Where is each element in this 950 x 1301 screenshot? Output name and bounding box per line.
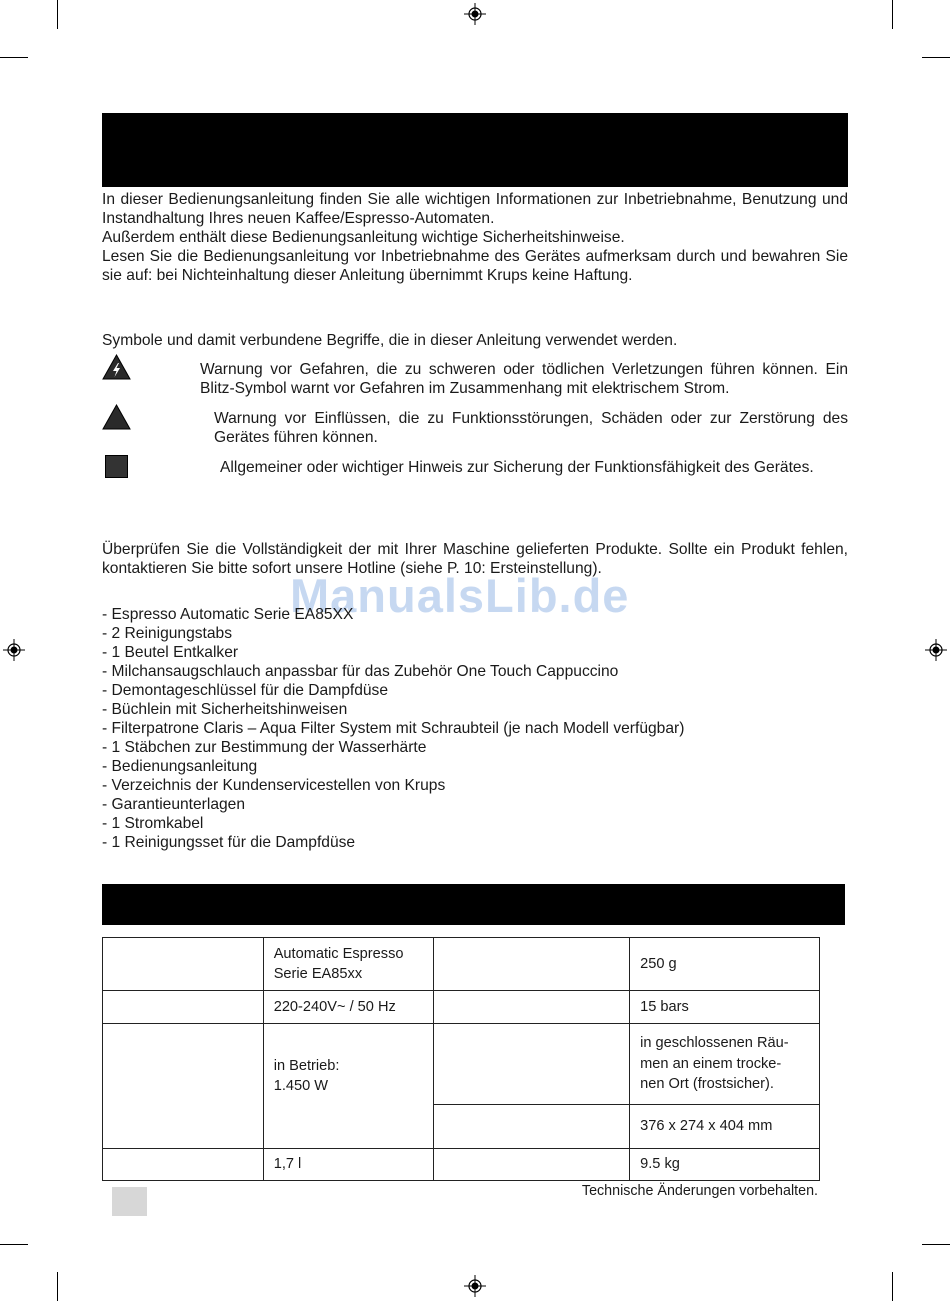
list-item: - Espresso Automatic Serie EA85XX [102, 606, 354, 623]
table-cell [630, 1024, 820, 1105]
registration-mark-icon [3, 639, 25, 661]
spec-storage-line: men an einem trocke- [640, 1055, 782, 1072]
list-item: - Garantieunterlagen [102, 796, 246, 813]
spec-voltage: 220-240V~ / 50 Hz [263, 991, 433, 1024]
lightning-warning-icon [102, 354, 131, 380]
spec-storage-line: in geschlossenen Räu- [640, 1035, 789, 1052]
crop-mark [892, 0, 893, 29]
table-cell [433, 938, 630, 991]
intro-line: In dieser Bedienungsanleitung finden Sie alle wichtigen Informationen zur Inbetriebnahme, Benutzung und Instandhaltung Ihres neuen Kaffee/Espresso-Automaten. [102, 191, 848, 227]
table-row [103, 1149, 820, 1181]
intro-line: Lesen Sie die Bedienungsanleitung vor Inbetriebnahme des Gerätes aufmerksam durch und bewahren Sie sie auf: bei Nichteinhaltung dieser Anleitung übernimmt Krups keine Haftung. [102, 248, 848, 284]
symbol-description: Warnung vor Gefahren, die zu schweren oder tödlichen Verletzungen führen können. Ein Blitz-Symbol warnt vor Gefahren im Zusammenhang mit elektrischem Strom. [200, 361, 848, 397]
spec-power-line: 1.450 W [273, 1078, 329, 1094]
table-row [103, 938, 820, 991]
crop-mark [922, 1244, 950, 1245]
intro-paragraph [102, 190, 848, 285]
symbol-description: Allgemeiner oder wichtiger Hinweis zur Sicherung der Funktionsfähigkeit des Gerätes. [220, 459, 814, 476]
list-item: - Verzeichnis der Kundenservicestellen von Krups [102, 777, 446, 794]
list-item: - Milchansaugschlauch anpassbar für das Zubehör One Touch Cappuccino [102, 663, 619, 680]
list-item: - 1 Beutel Entkalker [102, 644, 239, 661]
list-item: - 1 Stäbchen zur Bestimmung der Wasserhärte [102, 739, 427, 756]
list-item: - Bedienungsanleitung [102, 758, 258, 775]
spec-model-line: Serie EA85xx [273, 966, 363, 982]
list-item: - 1 Stromkabel [102, 815, 204, 832]
footnote: Technische Änderungen vorbehalten. [581, 1183, 818, 1199]
list-item: - Filterpatrone Claris – Aqua Filter System mit Schraubteil (je nach Modell verfügbar) [102, 720, 685, 737]
registration-mark-icon [925, 639, 947, 661]
list-item: - 2 Reinigungstabs [102, 625, 233, 642]
table-cell [103, 1024, 264, 1149]
symbol-description: Warnung vor Einflüssen, die zu Funktionsstörungen, Schäden oder zur Zerstörung des Gerätes führen können. [214, 410, 848, 446]
header-band [102, 113, 848, 187]
table-row [103, 1024, 820, 1105]
list-item: - Demontageschlüssel für die Dampfdüse [102, 682, 389, 699]
spec-weight: 9.5 kg [630, 1149, 820, 1181]
table-cell [103, 1149, 264, 1181]
spec-model-line: Automatic Espresso [273, 945, 404, 962]
spec-beans: 250 g [630, 938, 820, 991]
table-cell [103, 938, 264, 991]
crop-mark [922, 57, 950, 58]
specs-header-band [102, 884, 845, 925]
spec-pressure: 15 bars [630, 991, 820, 1024]
table-cell [433, 1105, 630, 1149]
intro-line: Außerdem enthält diese Bedienungsanleitung wichtige Sicherheitshinweise. [102, 229, 625, 246]
specs-table [102, 937, 820, 1181]
spec-storage-line: nen Ort (frostsicher). [640, 1076, 774, 1093]
list-item: - 1 Reinigungsset für die Dampfdüse [102, 834, 356, 851]
registration-mark-icon [464, 3, 486, 25]
contents-list [102, 605, 684, 852]
crop-mark [0, 57, 28, 58]
table-cell [263, 938, 433, 991]
table-row [103, 991, 820, 1024]
table-cell [103, 991, 264, 1024]
symbols-intro: Symbole und damit verbundene Begriffe, die in dieser Anleitung verwendet werden. [102, 332, 678, 349]
watermark: ManualsLib.de [290, 569, 630, 622]
warning-triangle-icon [102, 404, 131, 430]
table-cell [263, 1024, 433, 1149]
list-item: - Büchlein mit Sicherheitshinweisen [102, 701, 348, 718]
spec-power-line: in Betrieb: [273, 1057, 340, 1074]
page-number-box [112, 1187, 147, 1216]
registration-mark-icon [464, 1275, 486, 1297]
spec-tank: 1,7 l [263, 1149, 433, 1181]
contents-intro: Überprüfen Sie die Vollständigkeit der mit Ihrer Maschine gelieferten Produkte. Sollte ein Produkt fehlen, kontaktieren Sie bitte sofort unsere Hotline (siehe P. 10: Ersteinstellung). [102, 541, 848, 577]
table-cell [433, 991, 630, 1024]
square-note-icon [105, 455, 128, 478]
table-cell [433, 1024, 630, 1105]
spec-dimensions: 376 x 274 x 404 mm [630, 1105, 820, 1149]
crop-mark [57, 1272, 58, 1301]
table-cell [433, 1149, 630, 1181]
crop-mark [0, 1244, 28, 1245]
crop-mark [57, 0, 58, 29]
crop-mark [892, 1272, 893, 1301]
